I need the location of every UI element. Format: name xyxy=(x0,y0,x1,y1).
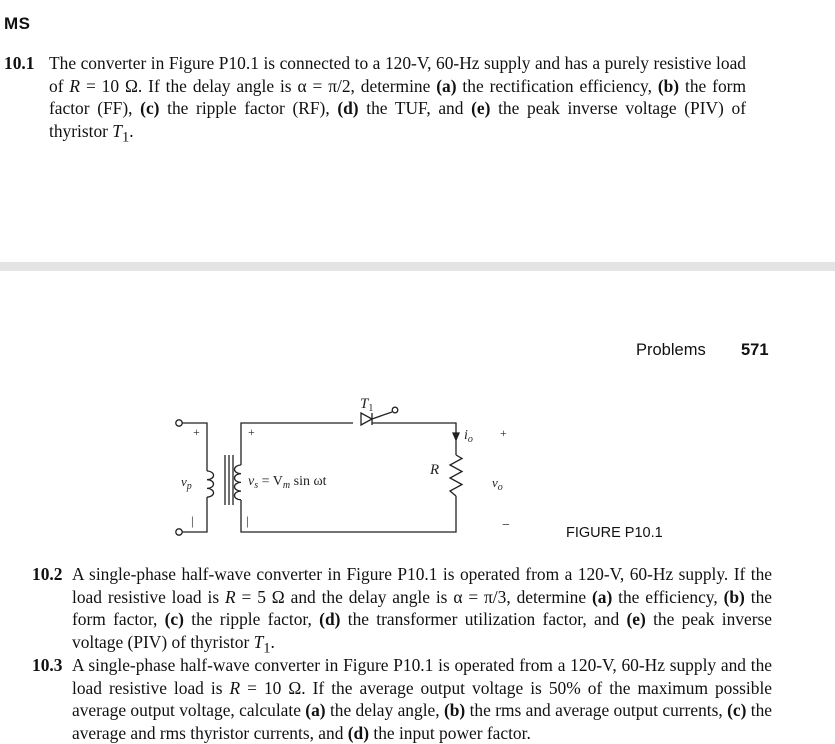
figure-caption: FIGURE P10.1 xyxy=(566,525,663,541)
problem-text: The converter in Figure P10.1 is connected to a 120-V, 60-Hz supply and has a purely resistive load of R = 10 Ω. If the delay angle is α = π/2, determine (a) the rectification efficiency, (b) the form factor (FF), (c) the ripple factor (RF), (d) the TUF, and (e) the peak inverse voltage (PIV) of thyristor $T_1$. xyxy=(49,53,746,145)
page-number: 571 xyxy=(741,341,769,359)
vs-label: $v_s = V_m$ sin ωt xyxy=(248,474,327,491)
problem-number: 10.2 xyxy=(32,564,63,584)
thyristor-gate xyxy=(372,412,392,419)
vo-plus: + xyxy=(500,426,507,440)
vs-plus: + xyxy=(248,425,255,439)
problem-text: A single-phase half-wave converter in Figure P10.1 is operated from a 120-V, 60-Hz supply and the load resistive load is R = 10 Ω. If the average output voltage is 50% of the maximum possible average output voltage, calculate (a) the delay angle, (b) the rms and average output currents, (c) the average and rms thyristor currents, and (d) the input power factor. xyxy=(72,655,773,743)
primary-bottom-wire xyxy=(182,497,207,532)
vo-label: $v_o$ xyxy=(492,475,503,493)
current-arrow-icon xyxy=(453,433,459,440)
page-divider xyxy=(0,262,835,271)
secondary-top-wire xyxy=(241,423,353,465)
thyristor-label: $T_1$ xyxy=(360,396,374,414)
gate-terminal xyxy=(392,407,398,413)
vp-minus: | xyxy=(191,513,194,528)
vs-minus: | xyxy=(246,513,249,528)
secondary-winding xyxy=(234,465,241,500)
resistor-icon xyxy=(450,455,462,496)
primary-winding xyxy=(207,471,214,497)
vp-label: $v_p$ xyxy=(181,474,192,492)
primary-top-terminal xyxy=(176,420,182,426)
problem-10-2 xyxy=(32,563,772,659)
problem-10-3 xyxy=(32,654,772,744)
thyristor-load-wire xyxy=(372,423,456,455)
problem-10-1 xyxy=(4,52,746,148)
problem-text: A single-phase half-wave converter in Figure P10.1 is operated from a 120-V, 60-Hz supply. If the load resistive load is R = 5 Ω and the delay angle is α = π/3, determine (a) the efficiency, (b) the form factor, (c) the ripple factor, (d) the transformer utilization factor, and (e) the peak inverse voltage (PIV) of thyristor $T_1$. xyxy=(72,564,772,656)
vp-plus: + xyxy=(193,425,200,439)
running-header-label: Problems xyxy=(636,341,706,359)
chapter-header: MS xyxy=(4,14,31,33)
primary-bottom-terminal xyxy=(176,529,182,535)
problem-number: 10.1 xyxy=(4,53,35,73)
thyristor-icon xyxy=(361,413,372,425)
bottom-return-wire xyxy=(279,496,456,532)
problem-number: 10.3 xyxy=(32,655,63,675)
vo-minus: − xyxy=(502,518,510,533)
current-label: $i_o$ xyxy=(464,428,473,445)
resistor-label: R xyxy=(430,462,440,478)
circuit-diagram xyxy=(0,380,560,550)
